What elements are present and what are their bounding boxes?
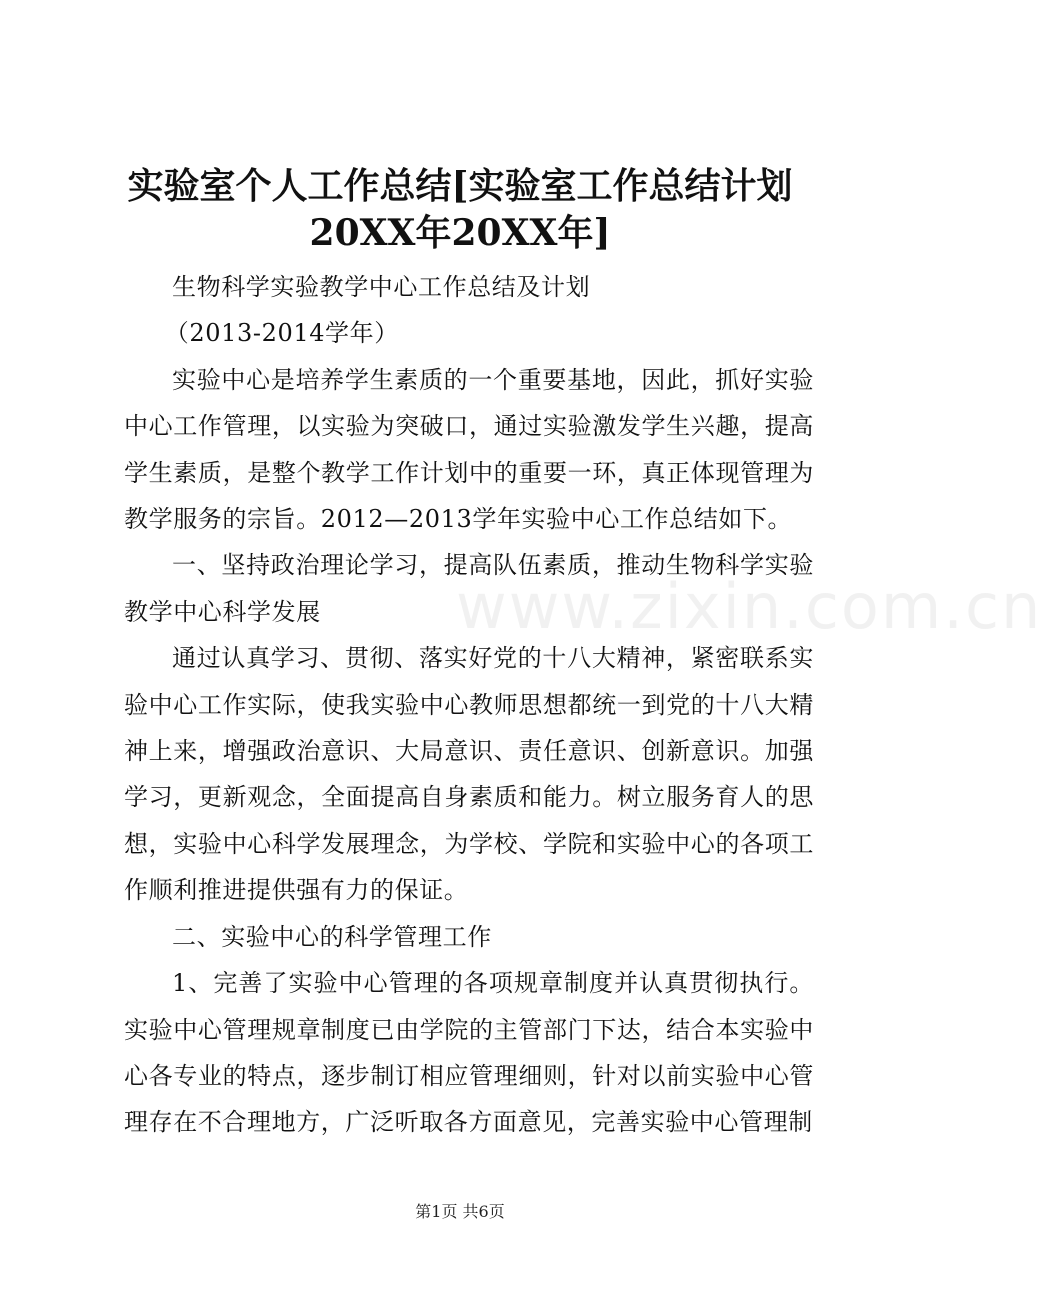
document-body: [124, 264, 814, 1146]
section-1-paragraph: 通过认真学习、贯彻、落实好党的十八大精神，紧密联系实验中心工作实际，使我实验中心教师思想都统一到党的十八大精神上来，增强政治意识、大局意识、责任意识、创新意识。加强学习，更新观念，全面提高自身素质和能力。树立服务育人的思想，实验中心科学发展理念，为学校、学院和实验中心的各项工作顺利推进提供强有力的保证。: [124, 644, 814, 905]
document-title-line1: 实验室个人工作总结[实验室工作总结计划: [127, 165, 793, 207]
intro-paragraph: 实验中心是培养学生素质的一个重要基地，因此，抓好实验中心工作管理，以实验为突破口，通过实验激发学生兴趣，提高学生素质，是整个教学工作计划中的重要一环，真正体现管理为教学服务的宗旨。2012—2013学年实验中心工作总结如下。: [124, 365, 814, 534]
watermark: www.zixin.com.cn: [456, 570, 1042, 643]
academic-year: （2013-2014学年）: [164, 319, 399, 348]
subtitle: 生物科学实验教学中心工作总结及计划: [172, 273, 591, 301]
page-footer: 第1页 共6页: [415, 1202, 505, 1221]
section-heading-2: 二、实验中心的科学管理工作: [172, 922, 492, 951]
section-heading-1: 一、坚持政治理论学习，提高队伍素质，推动生物科学实验教学中心科学发展: [124, 551, 814, 626]
document-title-line2: 20XX年20XX年]: [309, 212, 611, 254]
section-2-paragraph: 1、完善了实验中心管理的各项规章制度并认真贯彻执行。实验中心管理规章制度已由学院的主管部门下达，结合本实验中心各专业的特点，逐步制订相应管理细则，针对以前实验中心管理存在不合理地方，广泛听取各方面意见，完善实验中心管理制: [124, 969, 814, 1137]
